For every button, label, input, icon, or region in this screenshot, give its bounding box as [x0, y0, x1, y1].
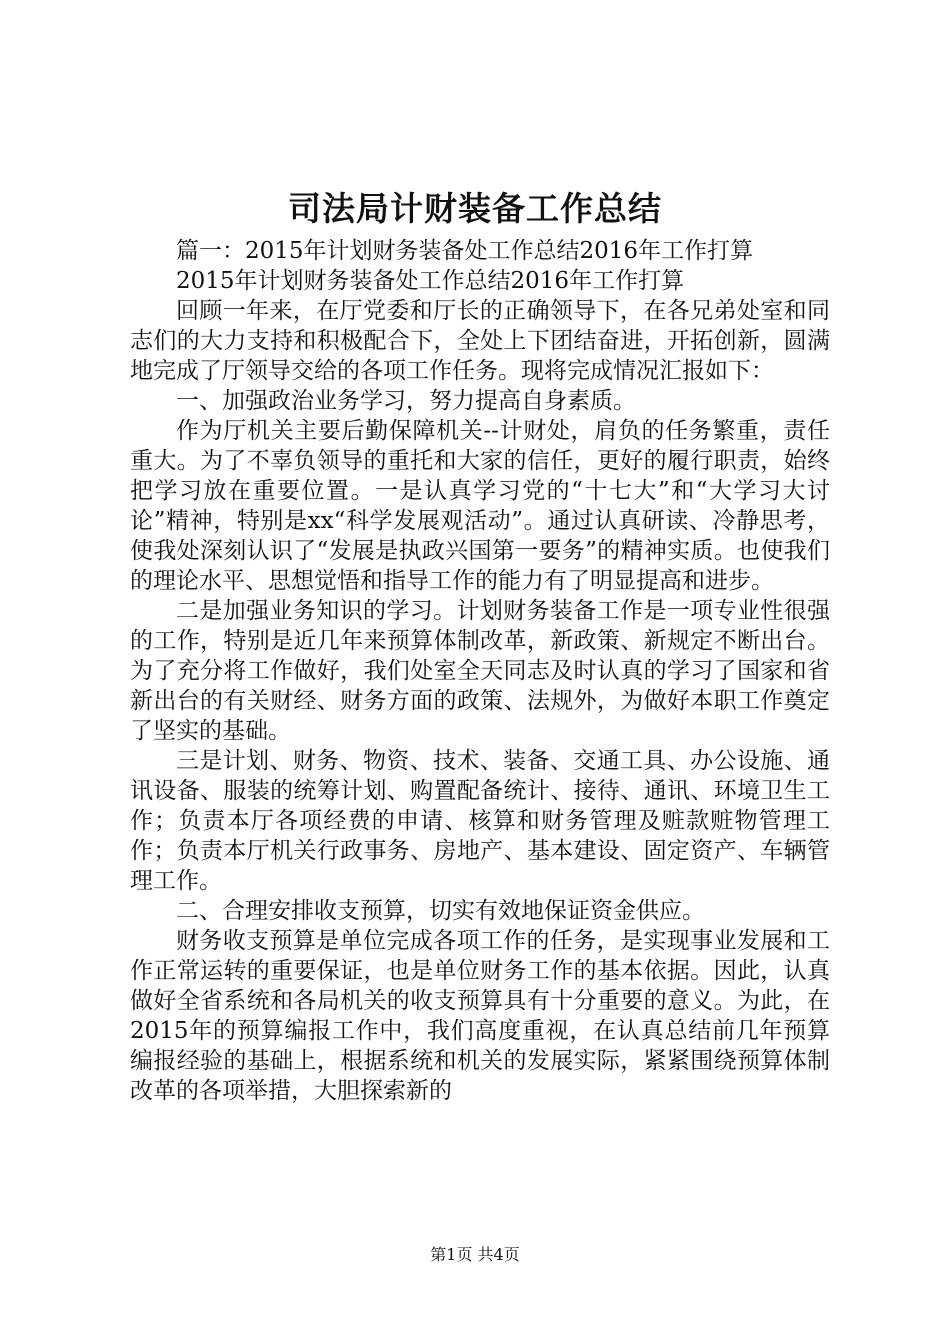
paragraph-duties: 三是计划、财务、物资、技术、装备、交通工具、办公设施、通讯设备、服装的统筹计划、购置配备统计、接待、通讯、环境卫生工作；负责本厅各项经费的申请、核算和财务管理及赃款赃物管理工作；负责本厅机关行政事务、房地产、基本建设、固定资产、车辆管理工作。 [130, 748, 830, 894]
document-body [130, 236, 830, 1106]
page-footer: 第1页 共4页 [430, 1245, 520, 1264]
section-heading-1: 一、加强政治业务学习，努力提高自身素质。 [176, 388, 636, 414]
paragraph-subtitle: 篇一：2015年计划财务装备处工作总结2016年工作打算 [176, 238, 754, 264]
section-heading-2: 二、合理安排收支预算，切实有效地保证资金供应。 [176, 898, 705, 924]
paragraph-intro: 回顾一年来，在厅党委和厅长的正确领导下，在各兄弟处室和同志们的大力支持和积极配合下，全处上下团结奋进，开拓创新，圆满地完成了厅领导交给的各项工作任务。现将完成情况汇报如下： [130, 298, 830, 384]
paragraph-budget: 财务收支预算是单位完成各项工作的任务，是实现事业发展和工作正常运转的重要保证，也是单位财务工作的基本依据。因此，认真做好全省系统和各局机关的收支预算具有十分重要的意义。为此，在2015年的预算编报工作中，我们高度重视，在认真总结前几年预算编报经验的基础上，根据系统和机关的发展实际，紧紧围绕预算体制改革的各项举措，大胆探索新的 [130, 928, 830, 1104]
paragraph-business: 二是加强业务知识的学习。计划财务装备工作是一项专业性很强的工作，特别是近几年来预算体制改革，新政策、新规定不断出台。为了充分将工作做好，我们处室全天同志及时认真的学习了国家和省新出台的有关财经、财务方面的政策、法规外，为做好本职工作奠定了坚实的基础。 [130, 598, 830, 744]
paragraph-heading: 2015年计划财务装备处工作总结2016年工作打算 [176, 268, 685, 294]
document-title: 司法局计财装备工作总结 [288, 189, 662, 228]
paragraph-study: 作为厅机关主要后勤保障机关--计财处，肩负的任务繁重，责任重大。为了不辜负领导的重托和大家的信任，更好的履行职责，始终把学习放在重要位置。一是认真学习党的“十七大”和“大学习大讨论”精神，特别是xx“科学发展观活动”。通过认真研读、冷静思考，使我处深刻认识了“发展是执政兴国第一要务”的精神实质。也使我们的理论水平、思想觉悟和指导工作的能力有了明显提高和进步。 [130, 418, 830, 594]
